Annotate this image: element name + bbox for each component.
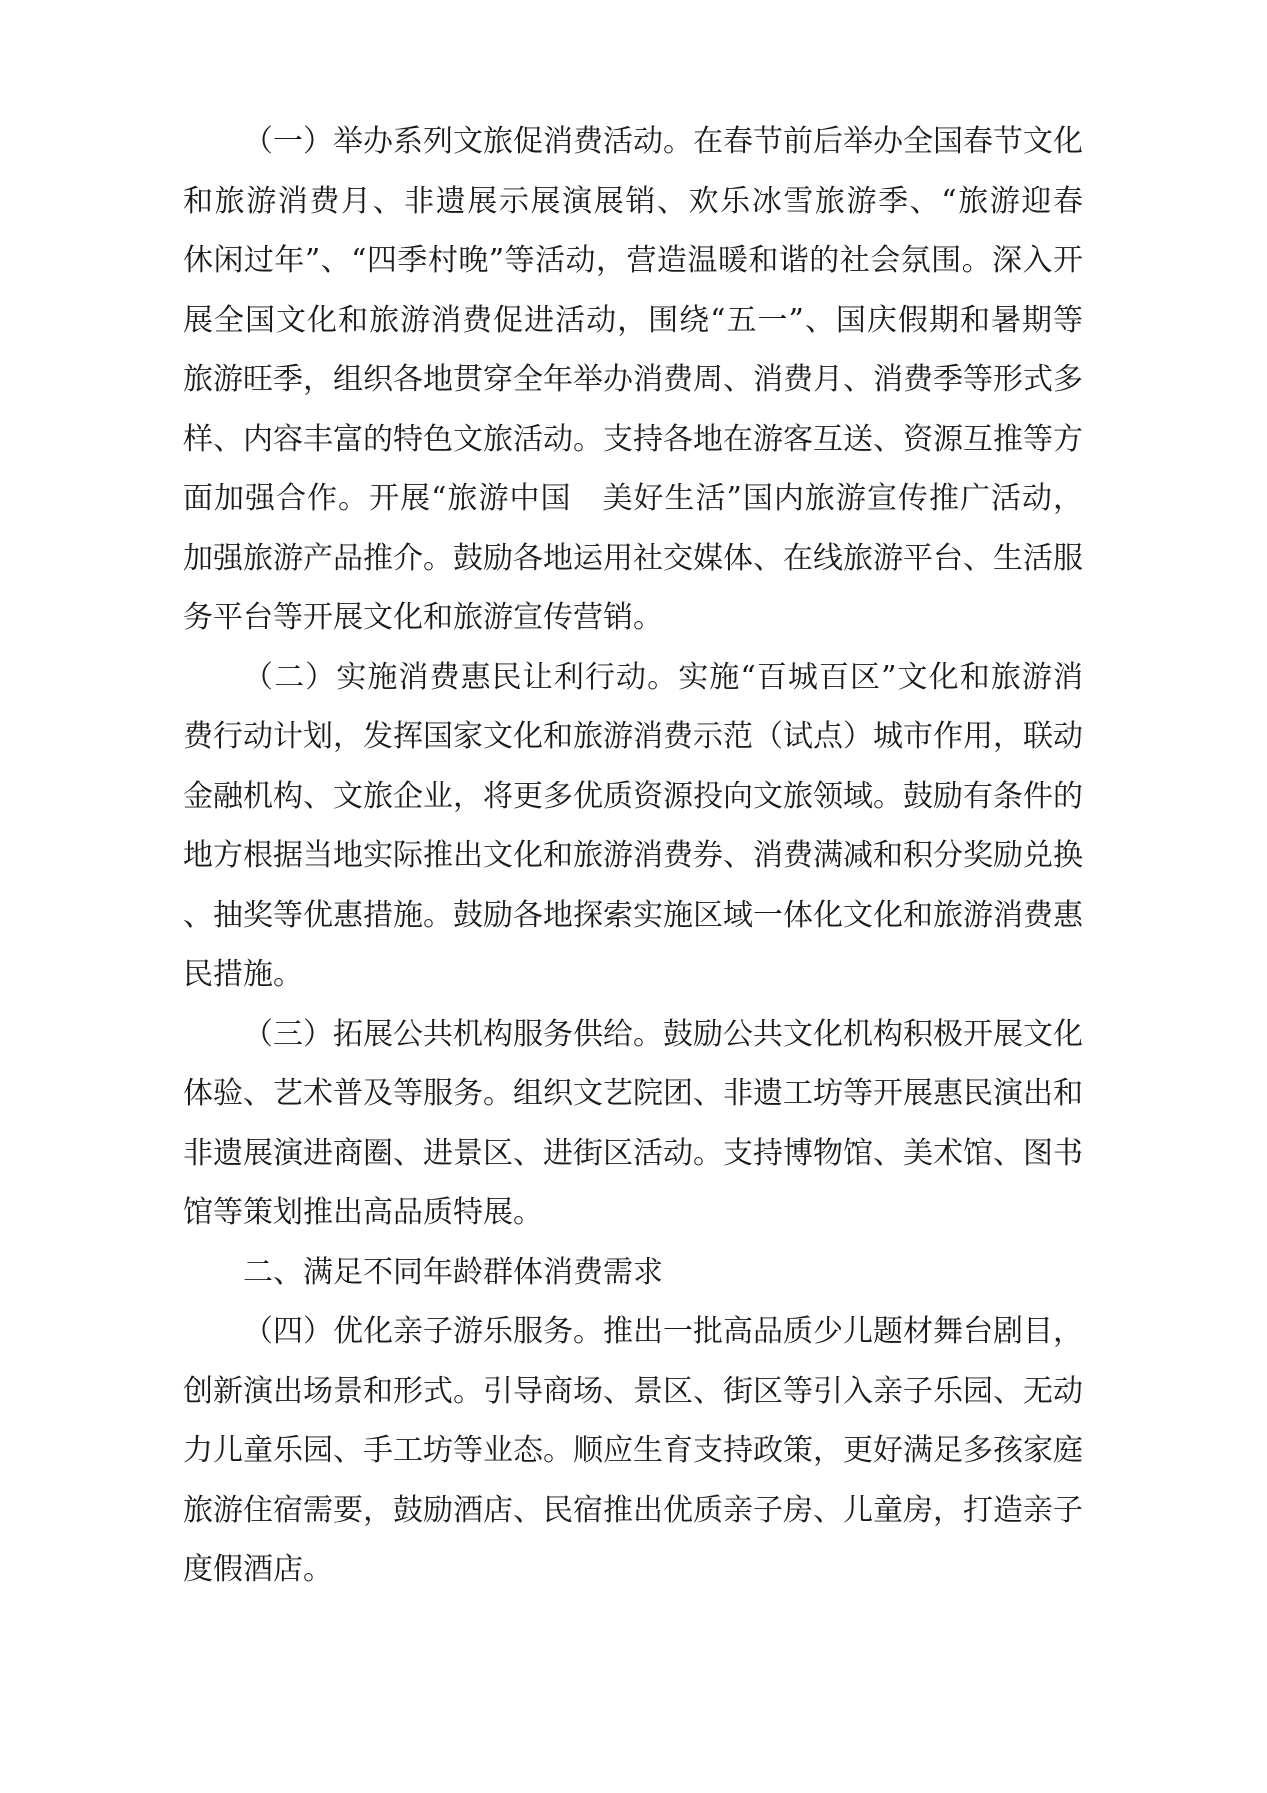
paragraph-3-lead: （三）拓展公共机构服务供给。 [243,1016,663,1052]
paragraph-3 [183,1005,1083,1243]
paragraph-4-body: 推出一批高品质少儿题材舞台剧目，创新演出场景和形式。引导商场、景区、街区等引入亲子乐园、无动力儿童乐园、手工坊等业态。顺应生育支持政策，更好满足多孩家庭旅游住宿需要，鼓励酒店、民宿推出优质亲子房、儿童房，打造亲子度假酒店。 [183,1314,1083,1587]
section-heading: 二、满足不同年龄群体消费需求 [243,1254,663,1290]
document-page [183,112,1113,1600]
paragraph-2-body: 实施“百城百区”文化和旅游消费行动计划，发挥国家文化和旅游消费示范（试点）城市作用，联动金融机构、文旅企业，将更多优质资源投向文旅领域。鼓励有条件的地方根据当地实际推出文化和旅游消费券、消费满减和积分奖励兑换、抽奖等优惠措施。鼓励各地探索实施区域一体化文化和旅游消费惠民措施。 [183,659,1083,992]
paragraph-4 [183,1302,1083,1600]
paragraph-3-body: 鼓励公共文化机构积极开展文化体验、艺术普及等服务。组织文艺院团、非遗工坊等开展惠民演出和非遗展演进商圈、进景区、进街区活动。支持博物馆、美术馆、图书馆等策划推出高品质特展。 [183,1016,1083,1230]
paragraph-1-lead: （一）举办系列文旅促消费活动。 [243,124,693,159]
paragraph-2 [183,648,1083,1005]
paragraph-2-lead: （二）实施消费惠民让利行动。 [243,659,679,695]
paragraph-1 [183,112,1113,648]
paragraph-4-lead: （四）优化亲子游乐服务。 [243,1314,603,1349]
paragraph-1-body: 在春节前后举办全国春节文化和旅游消费月、非遗展示展演展销、欢乐冰雪旅游季、“旅游迎春 休闲过年”、“四季村晚”等活动，营造温暖和谐的社会氛围。深入开展全国文化和旅游消费促进活动，围绕“五一”、国庆假期和暑期等旅游旺季，组织各地贯穿全年举办消费周、消费月、消费季等形式多样、内容丰富的特色文旅活动。支持各地在游客互送、资源互推等方面加强合作。开展“旅游中国 美好生活”国内旅游宣传推广活动，加强旅游产品推介。鼓励各地运用社交媒体、在线旅游平台、生活服务平台等开展文化和旅游宣传营销。 [183,124,1113,635]
